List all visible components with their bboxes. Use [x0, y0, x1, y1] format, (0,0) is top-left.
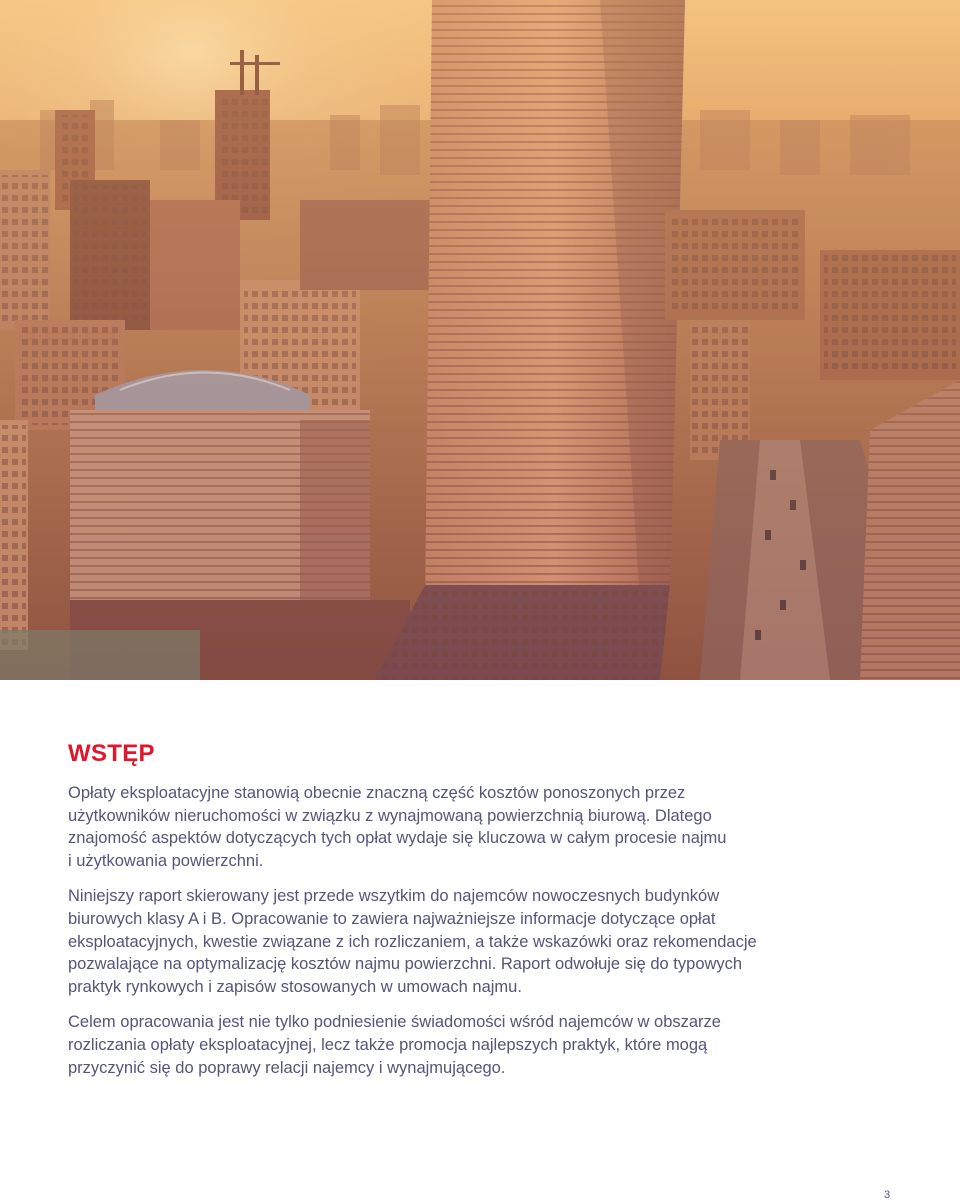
section-heading: WSTĘP: [68, 740, 155, 767]
intro-paragraph-1: Opłaty eksploatacyjne stanowią obecnie znaczną część kosztów ponoszonych przez użytkowników nieruchomości w związku z wynajmowaną powierzchnią biurową. Dlatego znajomość aspektów dotyczących tych opłat wydaje się kluczowa w całym procesie najmu i użytkowania powierzchni.: [68, 784, 727, 870]
page-number: 3: [884, 1189, 891, 1201]
intro-paragraph-3: Celem opracowania jest nie tylko podniesienie świadomości wśród najemców w obszarze rozliczania opłaty eksploatacyjnej, lecz także promocja najlepszych praktyk, które mogą przyczynić się do poprawy relacji najemcy i wynajmującego.: [68, 1013, 721, 1077]
intro-section: [68, 740, 908, 1092]
intro-paragraph-2: Niniejszy raport skierowany jest przede wszytkim do najemców nowoczesnych budynków biurowych klasy A i B. Opracowanie to zawiera najważniejsze informacje dotyczące opłat eksploatacyjnych, kwestie związane z ich rozliczaniem, a także wskazówki oraz rekomendacje pozwalające na optymalizację kosztów najmu powierzchni. Raport odwołuje się do typowych praktyk rynkowych i zapisów stosowanych w umowach najmu.: [68, 887, 757, 996]
